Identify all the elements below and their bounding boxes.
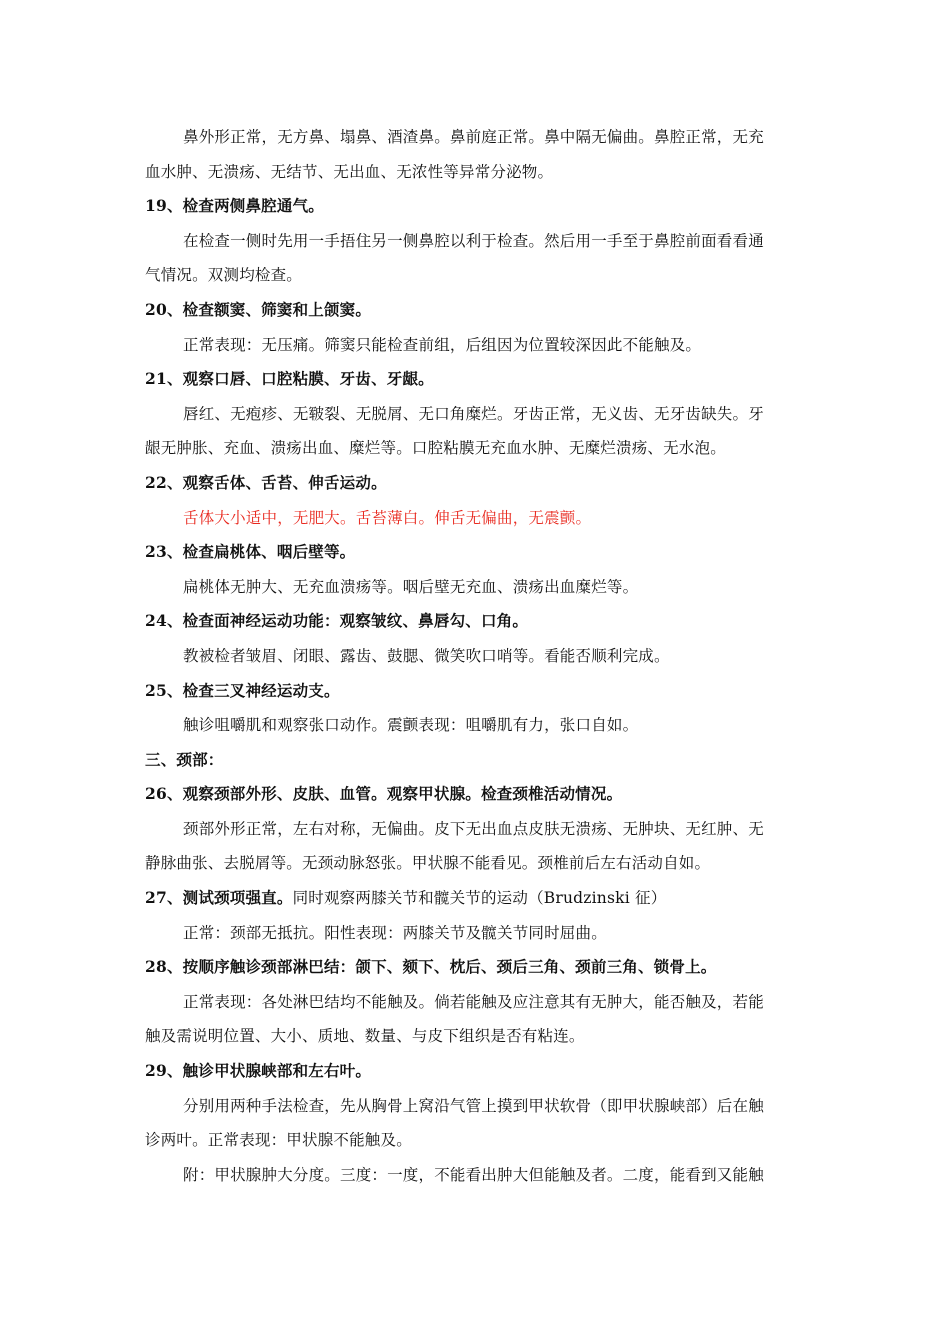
paragraph-line: 在检查一侧时先用一手捂住另一侧鼻腔以利于检查。然后用一手至于鼻腔前面看看通 (183, 231, 764, 250)
paragraph-line: 分别用两种手法检查，先从胸骨上窝沿气管上摸到甲状软骨（即甲状腺峡部）后在触 (183, 1096, 764, 1115)
paragraph-line: 正常：颈部无抵抗。阳性表现：两膝关节及髋关节同时屈曲。 (183, 923, 607, 942)
document-body (145, 120, 807, 1192)
section-heading-plain: 同时观察两膝关节和髋关节的运动（Brudzinski 征） (292, 889, 667, 908)
section-heading (145, 881, 807, 916)
paragraph-line: 触诊咀嚼肌和观察张口动作。震颤表现：咀嚼肌有力，张口自如。 (183, 716, 639, 735)
chapter-heading: 三、颈部： (145, 749, 224, 769)
paragraph-line: 触及需说明位置、大小、质地、数量、与皮下组织是否有粘连。 (145, 1027, 585, 1046)
paragraph-line: 颈部外形正常，左右对称，无偏曲。皮下无出血点皮肤无溃疡、无肿块、无红肿、无 (183, 819, 764, 838)
paragraph-line: 气情况。双测均检查。 (145, 266, 303, 285)
paragraph-line: 唇红、无疱疹、无皲裂、无脱屑、无口角糜烂。牙齿正常，无义齿、无牙齿缺失。牙 (183, 404, 764, 423)
section-heading-bold: 27、测试颈项强直。 (145, 888, 293, 908)
paragraph-line: 龈无肿胀、充血、溃疡出血、糜烂等。口腔粘膜无充血水肿、无糜烂溃疡、无水泡。 (145, 439, 726, 458)
paragraph-line: 血水肿、无溃疡、无结节、无出血、无浓性等异常分泌物。 (145, 162, 554, 181)
paragraph-line: 教被检者皱眉、闭眼、露齿、鼓腮、微笑吹口哨等。看能否顺利完成。 (183, 646, 670, 665)
section-heading: 25、检查三叉神经运动支。 (145, 680, 340, 700)
paragraph-line: 诊两叶。正常表现：甲状腺不能触及。 (145, 1131, 412, 1150)
paragraph-line: 正常表现：各处淋巴结均不能触及。倘若能触及应注意其有无肿大，能否触及，若能 (183, 992, 764, 1011)
paragraph-line: 扁桃体无肿大、无充血溃疡等。咽后壁无充血、溃疡出血糜烂等。 (183, 577, 639, 596)
section-heading: 29、触诊甲状腺峡部和左右叶。 (145, 1061, 372, 1081)
section-heading: 23、检查扁桃体、咽后壁等。 (145, 542, 356, 562)
section-heading: 22、观察舌体、舌苔、伸舌运动。 (145, 472, 387, 492)
paragraph-line: 附：甲状腺肿大分度。三度：一度，不能看出肿大但能触及者。二度，能看到又能触 (183, 1165, 764, 1184)
paragraph-line: 正常表现：无压痛。筛窦只能检查前组，后组因为位置较深因此不能触及。 (183, 335, 702, 354)
paragraph-line: 静脉曲张、去脱屑等。无颈动脉怒张。甲状腺不能看见。颈椎前后左右活动自如。 (145, 854, 711, 873)
section-heading: 20、检查额窦、筛窦和上颌窦。 (145, 299, 372, 319)
section-heading: 19、检查两侧鼻腔通气。 (145, 196, 324, 216)
section-heading: 28、按顺序触诊颈部淋巴结：颌下、颏下、枕后、颈后三角、颈前三角、锁骨上。 (145, 957, 717, 977)
section-heading: 24、检查面神经运动功能：观察皱纹、鼻唇勾、口角。 (145, 611, 529, 631)
paragraph-line: 鼻外形正常，无方鼻、塌鼻、酒渣鼻。鼻前庭正常。鼻中隔无偏曲。鼻腔正常，无充 (183, 128, 764, 146)
section-heading: 21、观察口唇、口腔粘膜、牙齿、牙龈。 (145, 369, 434, 389)
section-heading: 26、观察颈部外形、皮肤、血管。观察甲状腺。检查颈椎活动情况。 (145, 784, 623, 804)
highlighted-paragraph-line: 舌体大小适中，无肥大。舌苔薄白。伸舌无偏曲，无震颤。 (183, 508, 592, 527)
